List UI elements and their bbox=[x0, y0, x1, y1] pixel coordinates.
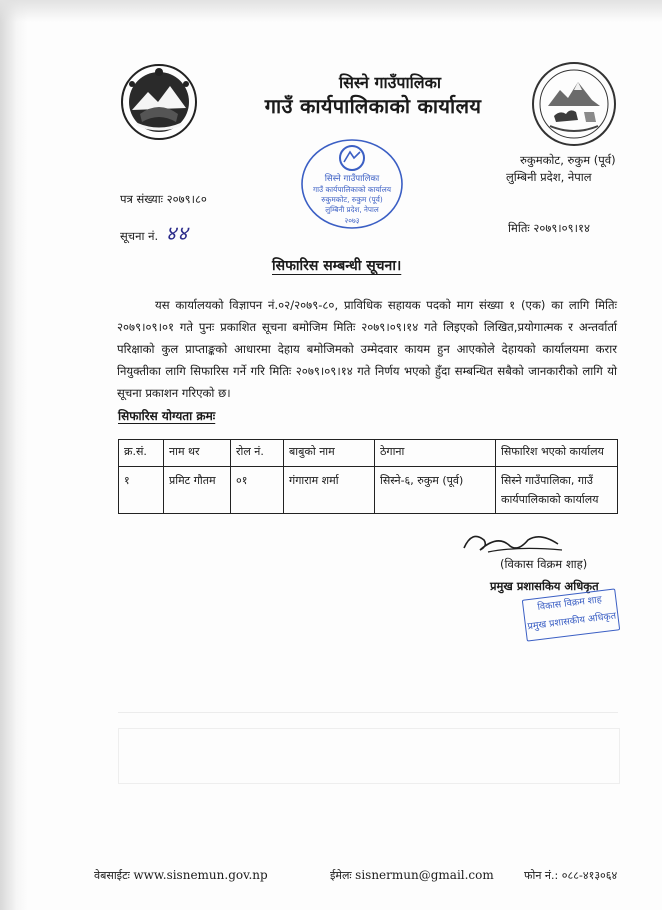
seal-line-2: प्रमुख प्रशासकीय अधिकृत bbox=[526, 610, 617, 633]
col-recommended-office: सिफारिश भएको कार्यालय bbox=[496, 440, 618, 467]
stamp-year: २०७३ bbox=[344, 216, 360, 225]
municipality-logo-icon bbox=[530, 60, 618, 148]
recommendation-table bbox=[118, 439, 618, 514]
letter-date bbox=[508, 221, 590, 236]
cell-father-name: गंगाराम शर्मा bbox=[284, 467, 375, 514]
reference-label: पत्र संख्याः bbox=[120, 192, 164, 206]
table-row bbox=[119, 467, 618, 514]
col-address: ठेगाना bbox=[375, 440, 496, 467]
nepal-emblem-icon bbox=[118, 62, 200, 142]
notice-title: सिफारिस सम्बन्धी सूचना। bbox=[272, 258, 402, 274]
scan-top-shadow bbox=[0, 0, 662, 22]
reference-number bbox=[120, 192, 207, 207]
stamp-emblem-icon bbox=[340, 146, 364, 170]
website-link[interactable]: www.sisnemun.gov.np bbox=[133, 868, 268, 882]
email-link[interactable]: sisnermun@gmail.com bbox=[355, 868, 494, 882]
handwritten-signature bbox=[458, 526, 568, 558]
phone-value: ०८८-४१३०६४ bbox=[561, 869, 618, 882]
footer-email bbox=[330, 868, 494, 883]
date-label: मितिः bbox=[508, 221, 530, 235]
cell-serial: १ bbox=[119, 467, 164, 514]
bleed-through-line bbox=[118, 712, 618, 713]
scan-edge-shadow bbox=[0, 0, 28, 910]
address-line-2: लुम्बिनी प्रदेश, नेपाल bbox=[506, 170, 592, 184]
bleed-through-table bbox=[118, 728, 620, 784]
website-label: वेबसाईटः bbox=[94, 869, 130, 882]
municipality-name: सिस्ने गाउँपालिका bbox=[338, 73, 442, 92]
office-stamp bbox=[296, 136, 408, 232]
stamp-line-4: लुम्बिनी प्रदेश, नेपाल bbox=[325, 205, 379, 214]
cell-name: प्रमिट गौतम bbox=[164, 467, 231, 514]
seal-line-1: विकास विक्रम शाह bbox=[536, 594, 603, 613]
col-name: नाम थर bbox=[164, 440, 231, 467]
col-roll: रोल नं. bbox=[231, 440, 284, 467]
notice-value-handwritten: ४४ bbox=[165, 221, 189, 245]
address-line-1: रुकुमकोट, रुकुम (पूर्व) bbox=[520, 153, 616, 167]
signatory-designation: प्रमुख प्रशासकिय अधिकृत bbox=[490, 579, 599, 593]
signatory-name: (विकास विक्रम शाह) bbox=[500, 557, 588, 571]
official-seal bbox=[522, 588, 620, 641]
stamp-line-1: सिस्ने गाउँपालिका bbox=[324, 174, 380, 184]
col-father-name: बाबुको नाम bbox=[284, 440, 375, 467]
stamp-line-2: गाउँ कार्यपालिकाको कार्यालय bbox=[312, 185, 392, 194]
cell-address: सिस्ने-६, रुकुम (पूर्व) bbox=[375, 467, 496, 514]
recommendation-order-heading: सिफारिस योग्यता क्रमः bbox=[118, 409, 216, 423]
notice-label: सूचना नं. bbox=[120, 229, 159, 243]
table-header-row bbox=[119, 440, 618, 467]
date-value: २०७९।०९।१४ bbox=[533, 221, 590, 235]
cell-roll: ०१ bbox=[231, 467, 284, 514]
stamp-line-3: रुकुमकोट, रुकुम (पूर्व) bbox=[321, 195, 383, 204]
office-name: गाउँ कार्यपालिकाको कार्यालय bbox=[264, 94, 482, 118]
phone-label: फोन नं.: bbox=[524, 869, 559, 882]
notice-number bbox=[120, 219, 189, 246]
cell-recommended-office: सिस्ने गाउँपालिका, गाउँ कार्यपालिकाको कार्यालय bbox=[496, 467, 618, 514]
email-label: ईमेलः bbox=[330, 869, 352, 882]
notice-body: यस कार्यालयको विज्ञापन नं.०२/२०७९-८०, प्राविधिक सहायक पदको माग संख्या १ (एक) का लागि मितिः २०७९।०९।०१ गते पुनः प्रकाशित सूचना बमोजिम मितिः २०७९।०९।१४ गते लिइएको लिखित,प्रयोगात्मक र अन्तर्वार्ता परिक्षाको कुल प्राप्ताङ्कको आधारमा देहाय बमोजिमको उम्मेदवार कायम हुन आएकोले देहायको कार्यालयमा करार नियुक्तीका लागि सिफारिस गर्ने गरि मितिः २०७९।०९।१४ गते निर्णय भएको हुँदा सम्बन्धित सबैको जानकारीको लागि यो सूचना प्रकाशन गरिएको छ। bbox=[117, 298, 617, 400]
col-serial: क्र.सं. bbox=[119, 440, 164, 467]
footer-phone bbox=[524, 868, 617, 883]
footer-website bbox=[94, 868, 268, 883]
reference-value: २०७९।८० bbox=[166, 192, 207, 206]
